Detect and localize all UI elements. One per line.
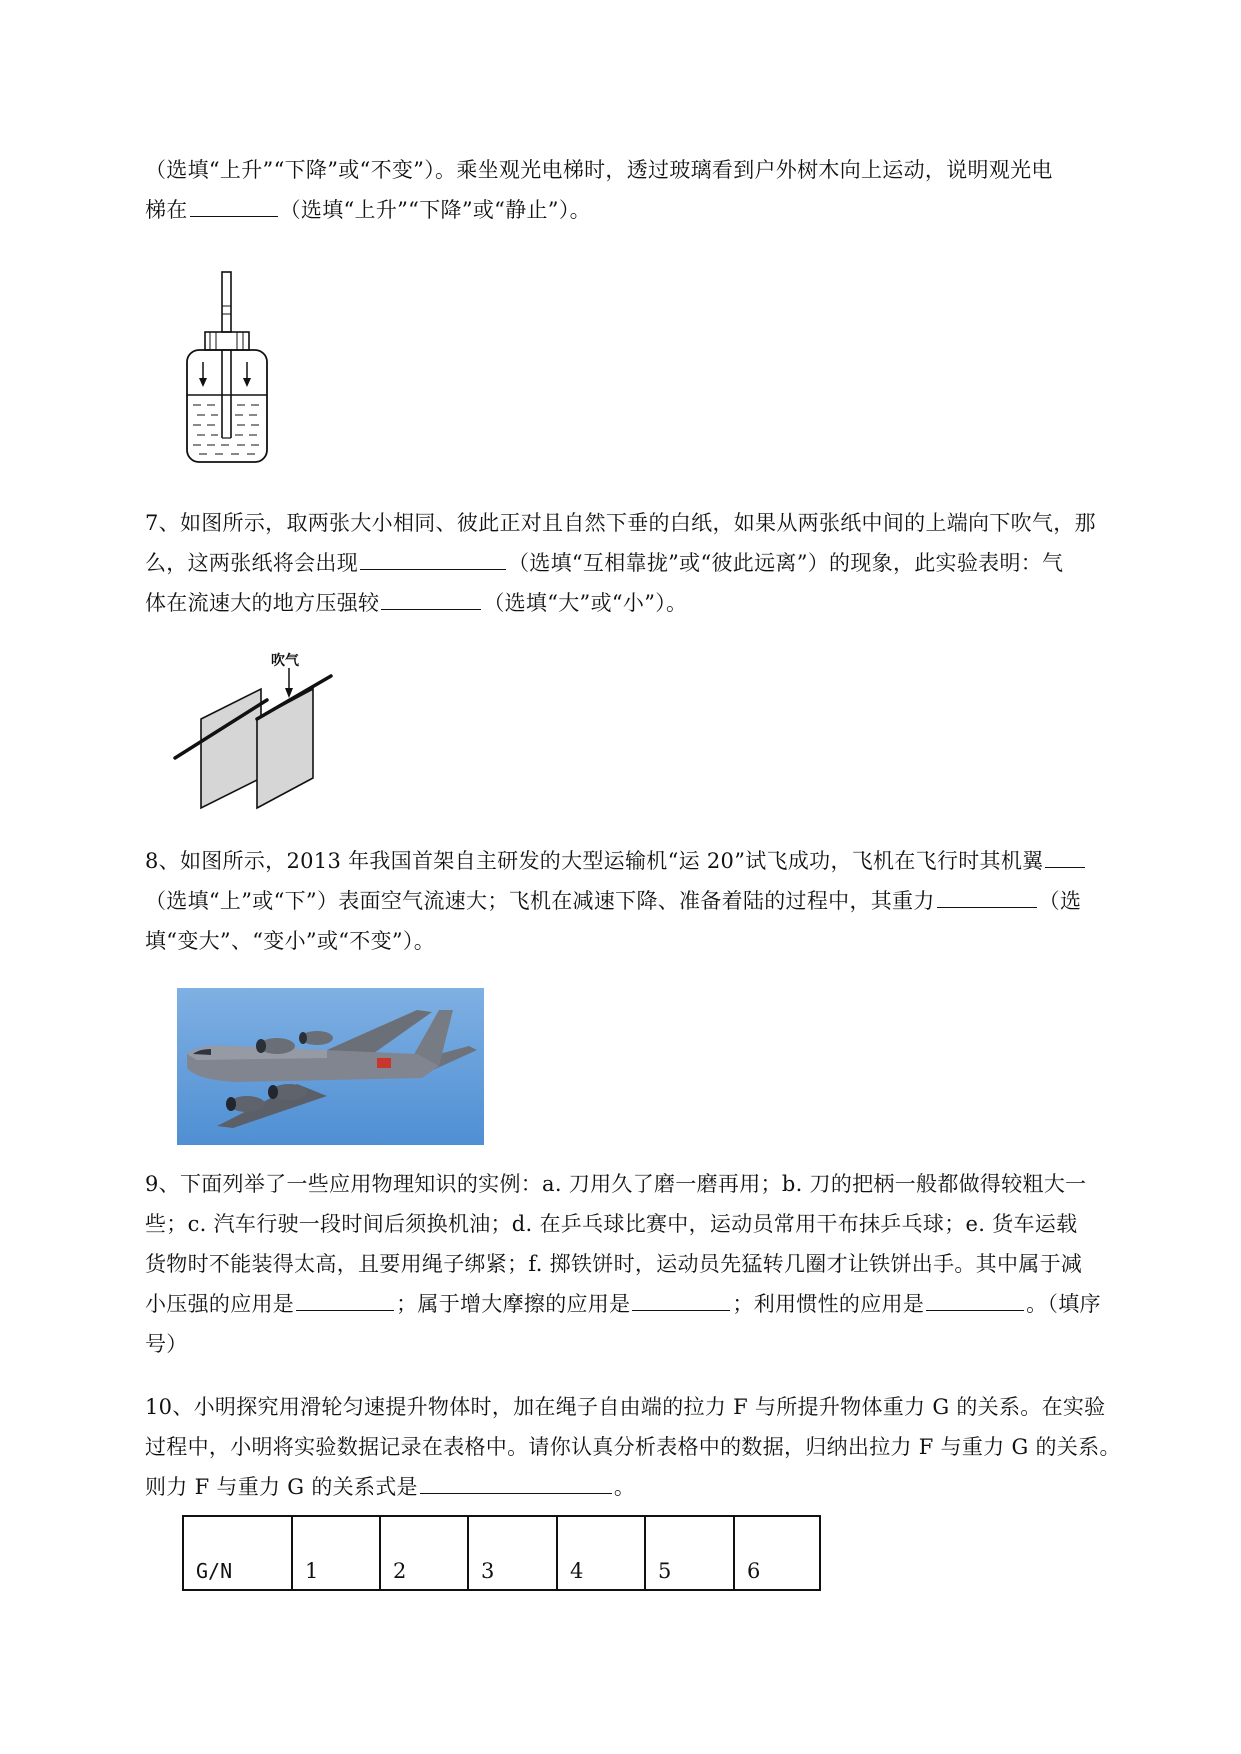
q10-line-3: 则力 F 与重力 G 的关系式是 。 [145, 1467, 1165, 1507]
blowing-paper-figure [173, 646, 343, 816]
answer-blank[interactable] [296, 1288, 394, 1311]
table-cell: 3 [468, 1516, 557, 1590]
table-header-cell: G/N [183, 1516, 292, 1590]
q9-line-4: 小压强的应用是 ；属于增大摩擦的应用是 ；利用惯性的应用是 。（填序 [145, 1284, 1165, 1324]
answer-blank[interactable] [926, 1288, 1024, 1311]
table-cell: 4 [557, 1516, 645, 1590]
q9-line-2: 些；c. 汽车行驶一段时间后须换机油；d. 在乒乓球比赛中，运动员常用干布抹乒乓球；e. 货车运载 [145, 1212, 1078, 1236]
q9-line-3: 货物时不能装得太高，且要用绳子绑紧；f. 掷铁饼时，运动员先猛转几圈才让铁饼出手。其中属于减 [145, 1252, 1083, 1276]
q8-line-1: 8、如图所示，2013 年我国首架自主研发的大型运输机“运 20”试飞成功，飞机在飞行时其机翼 [145, 841, 1165, 881]
question-10-text [145, 1387, 1165, 1507]
q10-line-2: 过程中，小明将实验数据记录在表格中。请你认真分析表格中的数据，归纳出拉力 F 与重力 G 的关系。 [145, 1435, 1121, 1459]
q6-line-2: 梯在 （选填“上升”“下降”或“静止”）。 [145, 190, 1165, 230]
answer-blank[interactable] [190, 194, 278, 217]
question-9-text [145, 1164, 1165, 1364]
question-7-text [145, 503, 1165, 623]
q8-line-2: （选填“上”或“下”）表面空气流速大；飞机在减速下降、准备着陆的过程中，其重力 （选 [145, 881, 1165, 921]
question-6-text [145, 150, 1165, 230]
airplane-photo [177, 988, 484, 1145]
q8-line-3: 填“变大”、“变小”或“不变”）。 [145, 929, 436, 953]
data-table [182, 1515, 821, 1591]
answer-blank[interactable] [1045, 845, 1085, 868]
q10-line-1: 10、小明探究用滑轮匀速提升物体时，加在绳子自由端的拉力 F 与所提升物体重力 G 的关系。在实验 [145, 1395, 1106, 1419]
answer-blank[interactable] [632, 1288, 730, 1311]
table-cell: 5 [645, 1516, 734, 1590]
table-cell: 6 [734, 1516, 820, 1590]
q7-line-2: 么，这两张纸将会出现 （选填“互相靠拢”或“彼此远离”）的现象，此实验表明：气 [145, 543, 1165, 583]
q7-line-3: 体在流速大的地方压强较 （选填“大”或“小”）。 [145, 583, 1165, 623]
q9-line-5: 号） [145, 1332, 188, 1356]
question-8-text [145, 841, 1165, 961]
answer-blank[interactable] [360, 547, 506, 570]
q6-line-1: （选填“上升”“下降”或“不变”）。乘坐观光电梯时，透过玻璃看到户外树木向上运动，说明观光电 [145, 158, 1053, 182]
blow-air-label: 吹气 [271, 653, 299, 669]
answer-blank[interactable] [420, 1471, 612, 1494]
bottle-figure [185, 270, 275, 465]
table-cell: 2 [380, 1516, 468, 1590]
answer-blank[interactable] [381, 587, 481, 610]
q9-line-1: 9、下面列举了一些应用物理知识的实例：a. 刀用久了磨一磨再用；b. 刀的把柄一般都做得较粗大一 [145, 1172, 1087, 1196]
q7-line-1: 7、如图所示，取两张大小相同、彼此正对且自然下垂的白纸，如果从两张纸中间的上端向下吹气，那 [145, 511, 1096, 535]
answer-blank[interactable] [937, 885, 1037, 908]
table-cell: 1 [292, 1516, 380, 1590]
table-row [183, 1516, 820, 1590]
